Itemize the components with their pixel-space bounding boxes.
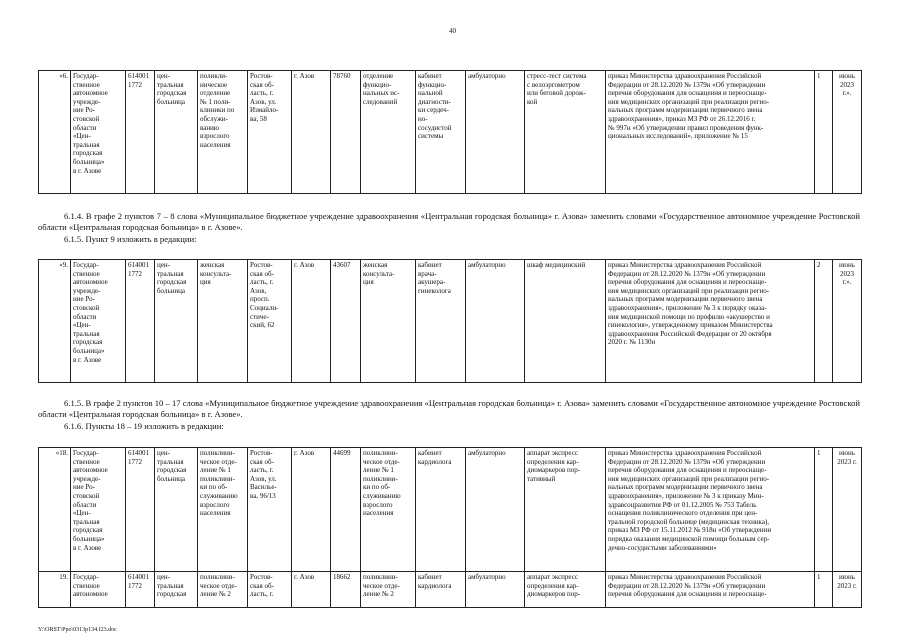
cell-city: г. Азов bbox=[292, 71, 331, 194]
cell-number: «6. bbox=[39, 71, 71, 194]
cell-basis: приказ Министерства здравоохранения Российской Федерации от 28.12.2020 № 1379н «Об утверждении перечня оборудования для оснащения и переоснаще- ния медицинских организаций при реализации регио- нальных программ модернизации первичного звена здравоохранения», приложение № 3 к приказу Мин- здравсоцразвития РФ от 01.12.2005 № 753 Табель оснащения поликлинического отделения при цен- тральной городской больнице (медицинская техника), приказ МЗ РФ от 15.11.2012 № 918н «Об утверждении порядка оказания медицинской помощи больным сер- дечно-сосудистыми заболеваниями» bbox=[606, 448, 815, 572]
table-items-18-19 bbox=[38, 447, 862, 608]
cell-room: кабинет функцио- нальной диагности- ки сердеч- но- сосудистой системы bbox=[416, 71, 466, 194]
cell-basis: приказ Министерства здравоохранения Российской Федерации от 28.12.2020 № 1379н «Об утверждении перечня оборудования для оснащения и переоснаще- ния медицинских организаций при реализации регио- нальных программ модернизации первичного звена здравоохранения», приказ МЗ РФ от 26.12.2016 г. № 997н «Об утверждении правил проведения функ- циональных исследований», приложение № 15 bbox=[606, 71, 815, 194]
paragraph-6-1-5-b: 6.1.5. В графе 2 пунктов 10 – 17 слова «Муниципальное бюджетное учреждение здравоохранения «Центральная городская больница» г. Азова» заменить словами «Государственное автономное учреждение Ростовской области «Центральная городская больница» в г. Азове». bbox=[38, 398, 860, 419]
cell-address: Ростов- ская об- ласть, г. Азов, просп. Социали- стиче- ский, 62 bbox=[248, 260, 292, 383]
paragraph-6-1-6: 6.1.6. Пункты 18 – 19 изложить в редакции: bbox=[64, 421, 224, 431]
file-path-footer: Y:\ORST\Ppo\0313p134.f23.doc bbox=[38, 627, 117, 633]
cell-date: июнь 2023 г.». bbox=[833, 260, 862, 383]
paragraph-6-1-4: 6.1.4. В графе 2 пунктов 7 – 8 слова «Муниципальное бюджетное учреждение здравоохранения «Центральная городская больница» г. Азова» заменить словами «Государственное автономное учреждение Ростовской области «Центральная городская больница» в г. Азове». bbox=[38, 211, 860, 232]
cell-organization: Государ- ственное автономное учрежде- ние Ро- стовской области «Цен- тральная городская больница» в г. Азове bbox=[71, 71, 126, 194]
cell-department: поликлини- ческое отде- ление № 2 bbox=[198, 572, 248, 608]
cell-equipment: аппарат экспресс определения кар- диомаркеров пор- bbox=[525, 572, 606, 608]
cell-organization: Государ- ственное автономное bbox=[71, 572, 126, 608]
cell-department: поликли- ническое отделение № 1 поли- клиники по обслужи- ванию взрослого населения bbox=[198, 71, 248, 194]
cell-number: «18. bbox=[39, 448, 71, 572]
cell-room: кабинет врача- акушера- гинеколога bbox=[416, 260, 466, 383]
cell-room: кабинет кардиолога bbox=[416, 572, 466, 608]
cell-inn: 614001 1772 bbox=[126, 572, 155, 608]
cell-facility: цен- тральная городская bbox=[155, 572, 198, 608]
cell-quantity: 2 bbox=[815, 260, 833, 383]
cell-care-type: амбулаторно bbox=[466, 572, 525, 608]
cell-care-type: амбулаторно bbox=[466, 260, 525, 383]
cell-facility: цен- тральная городская больница bbox=[155, 260, 198, 383]
cell-department: женская консульта- ция bbox=[198, 260, 248, 383]
cell-inn: 614001 1772 bbox=[126, 448, 155, 572]
cell-population: 43607 bbox=[331, 260, 361, 383]
cell-unit: женская консульта- ция bbox=[361, 260, 416, 383]
table-row bbox=[39, 448, 862, 572]
cell-number: «9. bbox=[39, 260, 71, 383]
cell-population: 78760 bbox=[331, 71, 361, 194]
table-row bbox=[39, 572, 862, 608]
table-item-9 bbox=[38, 259, 862, 383]
cell-facility: цен- тральная городская больница bbox=[155, 71, 198, 194]
page-number: 40 bbox=[449, 27, 456, 35]
cell-care-type: амбулаторно bbox=[466, 448, 525, 572]
cell-address: Ростов- ская об- ласть, г. Азов, ул. Василье- ва, 96/13 bbox=[248, 448, 292, 572]
cell-equipment: аппарат экспресс определения кар- диомаркеров пор- тативный bbox=[525, 448, 606, 572]
table-item-6 bbox=[38, 70, 862, 194]
cell-address: Ростов- ская об- ласть, г. Азов, ул. Измайло- ва, 58 bbox=[248, 71, 292, 194]
cell-inn: 614001 1772 bbox=[126, 71, 155, 194]
cell-facility: цен- тральная городская больница bbox=[155, 448, 198, 572]
table-row bbox=[39, 260, 862, 383]
cell-care-type: амбулаторно bbox=[466, 71, 525, 194]
cell-address: Ростов- ская об- ласть, г. bbox=[248, 572, 292, 608]
cell-quantity: 1 bbox=[815, 71, 833, 194]
cell-city: г. Азов bbox=[292, 572, 331, 608]
paragraph-6-1-5: 6.1.5. Пункт 9 изложить в редакции: bbox=[64, 234, 197, 244]
cell-city: г. Азов bbox=[292, 448, 331, 572]
cell-date: июнь 2023 г. bbox=[833, 572, 862, 608]
cell-department: поликлини- ческое отде- ление № 1 поликлини- ки по об- служиванию взрослого населения bbox=[198, 448, 248, 572]
cell-date: июнь 2023 г.». bbox=[833, 71, 862, 194]
cell-number: 19. bbox=[39, 572, 71, 608]
cell-unit: поликлини- ческое отде- ление № 1 поликлини- ки по об- служиванию взрослого населения bbox=[361, 448, 416, 572]
cell-quantity: 1 bbox=[815, 572, 833, 608]
cell-quantity: 1 bbox=[815, 448, 833, 572]
cell-city: г. Азов bbox=[292, 260, 331, 383]
cell-basis: приказ Министерства здравоохранения Российской Федерации от 28.12.2020 № 1379н «Об утверждении перечня оборудования для оснащения и переоснаще- ния медицинских организаций при реализации регио- нальных программ модернизации первичного звена здравоохранения», приложение № 3 к порядку оказа- ния медицинской помощи по профилю «акушерство и гинекология», утвержденному приказом Министерства здравоохранения Российской Федерации от 20 октября 2020 г. № 1130н bbox=[606, 260, 815, 383]
cell-organization: Государ- ственное автономное учрежде- ние Ро- стовской области «Цен- тральная городская больница» в г. Азове bbox=[71, 448, 126, 572]
cell-unit: отделение функцио- нальных ис- следований bbox=[361, 71, 416, 194]
cell-equipment: шкаф медицинский bbox=[525, 260, 606, 383]
cell-population: 18662 bbox=[331, 572, 361, 608]
cell-equipment: стресс-тест система с велоэргометром или беговой дорож- кой bbox=[525, 71, 606, 194]
table-row bbox=[39, 71, 862, 194]
cell-population: 44699 bbox=[331, 448, 361, 572]
cell-unit: поликлини- ческое отде- ление № 2 bbox=[361, 572, 416, 608]
cell-inn: 614001 1772 bbox=[126, 260, 155, 383]
cell-date: июнь 2023 г. bbox=[833, 448, 862, 572]
cell-room: кабинет кардиолога bbox=[416, 448, 466, 572]
cell-basis: приказ Министерства здравоохранения Российской Федерации от 28.12.2020 № 1379н «Об утверждении перечня оборудования для оснащения и переоснаще- bbox=[606, 572, 815, 608]
cell-organization: Государ- ственное автономное учрежде- ние Ро- стовской области «Цен- тральная городская больница» в г. Азове bbox=[71, 260, 126, 383]
